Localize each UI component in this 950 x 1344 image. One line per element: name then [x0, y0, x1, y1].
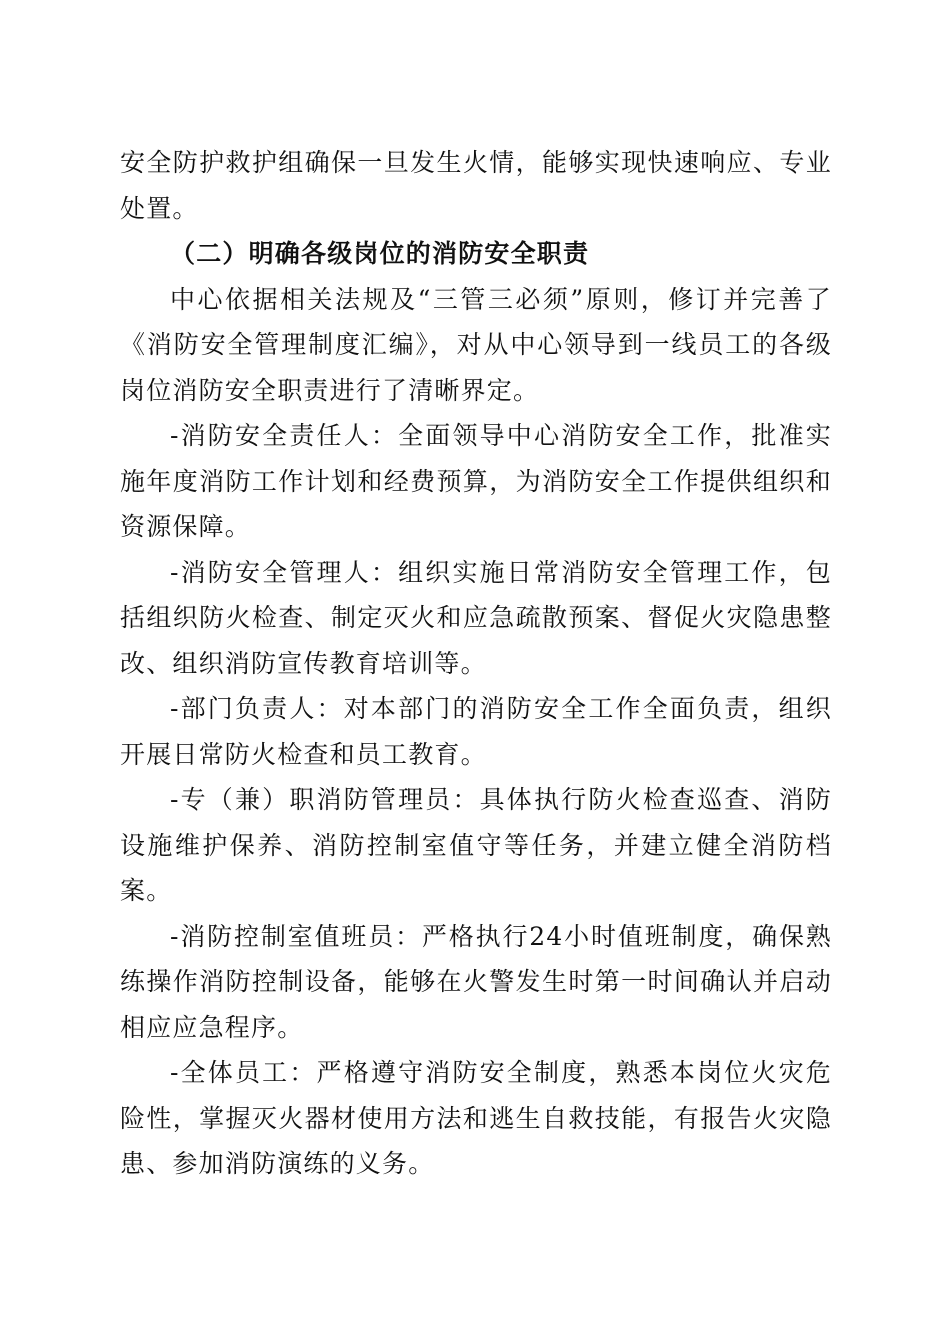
duty-paragraph-control-room-operator: -消防控制室值班员：严格执行24小时值班制度，确保熟练操作消防控制设备，能够在火警发生时第一时间确认并启动相应应急程序。 — [120, 921, 832, 1042]
duty-paragraph-manager: -消防安全管理人：组织实施日常消防安全管理工作，包括组织防火检查、制定灭火和应急疏散预案、督促火灾隐患整改、组织消防宣传教育培训等。 — [120, 557, 832, 678]
document-body — [120, 140, 832, 1187]
duty-paragraph-all-staff: -全体员工：严格遵守消防安全制度，熟悉本岗位火灾危险性，掌握灭火器材使用方法和逃生自救技能，有报告火灾隐患、参加消防演练的义务。 — [120, 1058, 832, 1178]
continuation-paragraph: 安全防护救护组确保一旦发生火情，能够实现快速响应、专业处置。 — [120, 148, 832, 223]
duty-paragraph-responsible-person: -消防安全责任人：全面领导中心消防安全工作，批准实施年度消防工作计划和经费预算，为消防安全工作提供组织和资源保障。 — [120, 421, 832, 541]
intro-paragraph: 中心依据相关法规及“三管三必须”原则，修订并完善了《消防安全管理制度汇编》，对从中心领导到一线员工的各级岗位消防安全职责进行了清晰界定。 — [120, 284, 832, 405]
duty-paragraph-fire-administrator: -专（兼）职消防管理员：具体执行防火检查巡查、消防设施维护保养、消防控制室值守等任务，并建立健全消防档案。 — [120, 785, 832, 905]
duty-paragraph-department-head: -部门负责人：对本部门的消防安全工作全面负责，组织开展日常防火检查和员工教育。 — [120, 694, 832, 769]
section-heading: （二）明确各级岗位的消防安全职责 — [170, 239, 590, 268]
